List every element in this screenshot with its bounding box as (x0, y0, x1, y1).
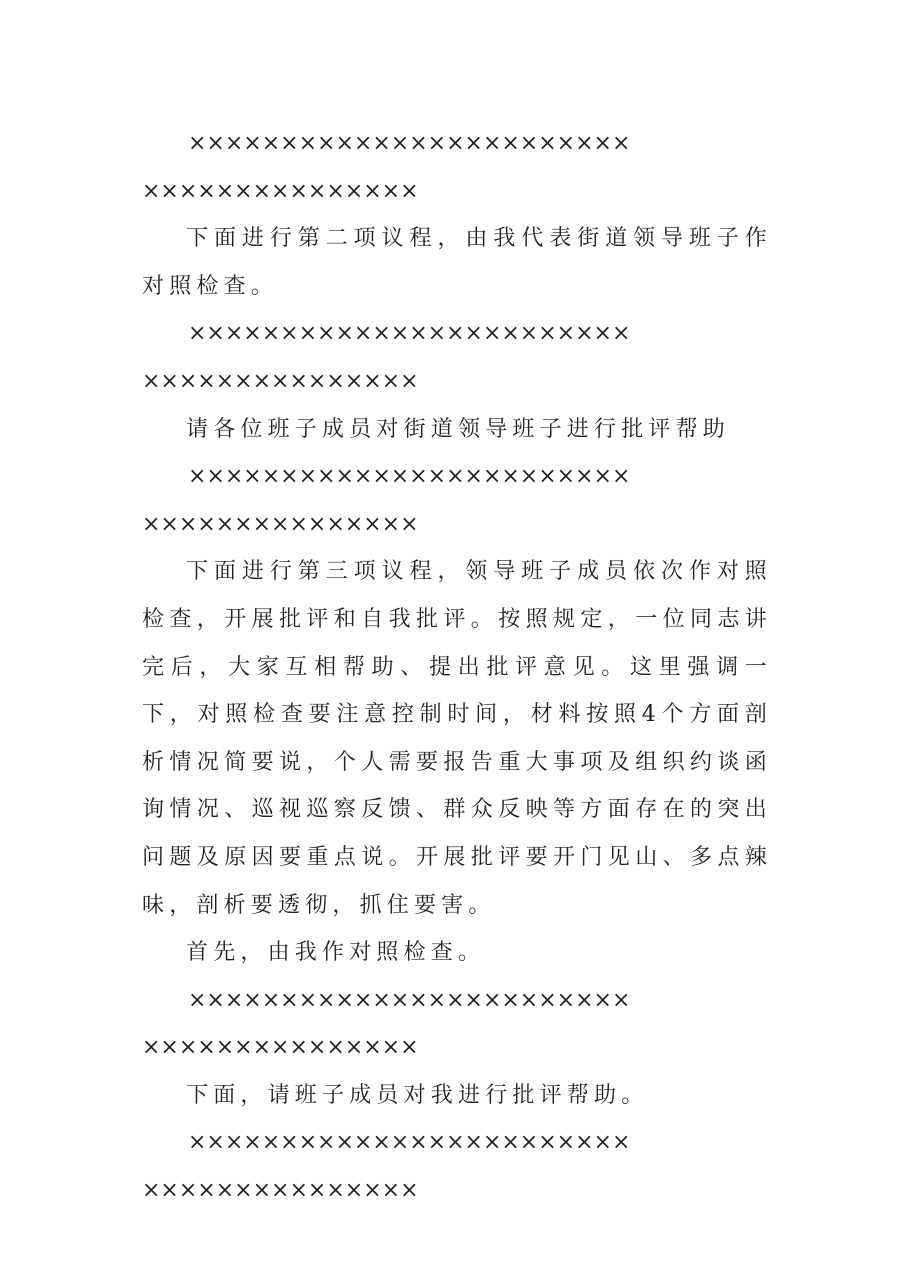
masked-line: ×××××××××××××××××××××××× (188, 987, 631, 1013)
masked-line: ×××××××××××××××××××××××× (188, 131, 631, 156)
paragraph-criticism-me: 下面，请班子成员对我进行批评帮助。 (186, 1082, 649, 1108)
masked-line: ××××××××××××××× (142, 178, 419, 204)
document-body (142, 120, 772, 1215)
paragraph-criticism-request: 请各位班子成员对街道领导班子进行批评帮助 (186, 416, 731, 442)
masked-line: ×××××××××××××××××××××××× (188, 464, 631, 490)
paragraph-agenda-two: 下面进行第二项议程，由我代表街道领导班子作对照检查。 (142, 226, 772, 299)
masked-line: ×××××××××××××××××××××××× (188, 1130, 631, 1156)
masked-line: ××××××××××××××× (142, 368, 419, 394)
masked-line: ××××××××××××××× (142, 1035, 419, 1061)
paragraph-self-check: 首先，由我作对照检查。 (186, 940, 486, 966)
paragraph-agenda-three: 下面进行第三项议程，领导班子成员依次作对照检查，开展批评和自我批评。按照规定，一位同志讲完后，大家互相帮助、提出批评意见。这里强调一下，对照检查要注意控制时间，材料按照4个方面剖析情况简要说，个人需要报告重大事项及组织约谈函询情况、巡视巡察反馈、群众反映等方面存在的突出问题及原因要重点说。开展批评要开门见山、多点辣味，剖析要透彻，抓住要害。 (142, 559, 772, 918)
masked-line: ××××××××××××××× (142, 511, 419, 537)
masked-line: ×××××××××××××××××××××××× (188, 321, 631, 347)
masked-line: ××××××××××××××× (142, 1178, 419, 1204)
